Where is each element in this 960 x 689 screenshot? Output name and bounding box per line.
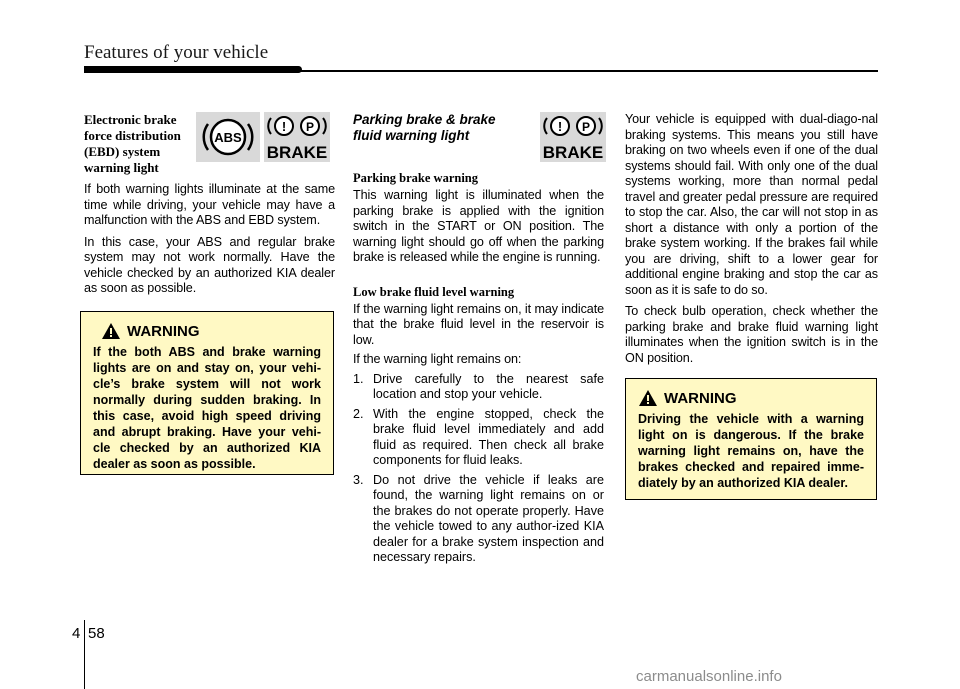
list-item: 1. Drive carefully to the nearest safe location and stop your vehicle. bbox=[353, 371, 604, 401]
ebd-paragraph-2: In this case, your ABS and regular brake system may not work normally. Have the vehicle checked by an authorized KIA dealer as soon as possible. bbox=[84, 234, 335, 295]
warning-triangle-icon bbox=[638, 389, 658, 407]
svg-text:P: P bbox=[305, 120, 315, 134]
brake-warning-icon bbox=[264, 112, 330, 162]
header-rule-thick bbox=[84, 66, 302, 73]
svg-text:P: P bbox=[581, 120, 591, 134]
ebd-heading: Electronic brake force distribution (EBD) system warning light bbox=[84, 112, 181, 175]
warning-box-abs bbox=[80, 311, 334, 475]
svg-text:BRAKE: BRAKE bbox=[266, 143, 328, 162]
column-parking-brake bbox=[353, 112, 604, 566]
bulb-check-paragraph: To check bulb operation, check whether the parking brake and brake fluid warning light illuminates when the ignition switch is in the ON position. bbox=[625, 304, 878, 365]
header-rule-thin bbox=[300, 70, 878, 72]
warning-text-brake: Driving the vehicle with a warning light on is dangerous. If the brake warning light remains on, have the brakes checked and repaired imme-diately by an authorized KIA dealer. bbox=[638, 412, 864, 490]
dual-braking-paragraph: Your vehicle is equipped with dual-diago-nal braking systems. This means you still have braking on two wheels even if one of the dual systems should fail. With only one of the dual systems working, more than normal pedal travel and greater pedal pressure are required to stop the car. Also, the car will not stop in as short a distance with only a portion of the brake system working. If the brakes fail while you are driving, shift to a lower gear for additional engine braking and stop the car as soon as it is safe to do so. bbox=[625, 112, 878, 297]
warning-text-abs: If the both ABS and brake warning lights are on and stay on, your vehi-cle’s brake system will not work normally during sudden braking. In this case, avoid high speed driving and abrupt braking. Have your vehi-cle checked by an authorized KIA dealer as soon as possible. bbox=[93, 345, 321, 471]
warning-remains-paragraph: If the warning light remains on: bbox=[353, 352, 522, 366]
list-item: 2. With the engine stopped, check the brake fluid level immediately and add fluid as required. Then check all brake components for fluid leaks. bbox=[353, 406, 604, 467]
low-fluid-subheading: Low brake fluid level warning bbox=[353, 284, 515, 299]
parking-brake-warning-subheading: Parking brake warning bbox=[353, 171, 479, 185]
chapter-number: 4 bbox=[72, 625, 81, 642]
page-header-title: Features of your vehicle bbox=[84, 42, 269, 63]
watermark: carmanualsonline.info bbox=[636, 668, 782, 685]
parking-brake-paragraph: This warning light is illuminated when the parking brake is applied with the ignition switch in the START or ON position. The warning light should go off when the parking brake is released while the engine is running. bbox=[353, 188, 604, 264]
warning-title: WARNING bbox=[101, 322, 321, 340]
svg-text:!: ! bbox=[557, 119, 563, 134]
parking-brake-icon-wrap bbox=[540, 112, 606, 169]
page-number: 58 bbox=[88, 625, 105, 642]
abs-brake-icons bbox=[196, 112, 330, 169]
footer-divider bbox=[84, 620, 85, 689]
ebd-paragraph-1: If both warning lights illuminate at the same time while driving, your vehicle may have a malfunction with the ABS and EBD system. bbox=[84, 182, 335, 227]
column-dual-braking bbox=[625, 112, 878, 366]
warning-box-brake bbox=[625, 378, 877, 500]
svg-text:ABS: ABS bbox=[214, 130, 242, 145]
warning-title: WARNING bbox=[638, 389, 864, 407]
list-item: 3. Do not drive the vehicle if leaks are found, the warning light remains on or the brakes do not operate properly. Have the vehicle towed to any author-ized KIA dealer for a brake system inspection and necessary repairs. bbox=[353, 472, 604, 564]
low-fluid-paragraph: If the warning light remains on, it may indicate that the brake fluid level in the reservoir is low. bbox=[353, 301, 604, 347]
warning-triangle-icon bbox=[101, 322, 121, 340]
svg-text:BRAKE: BRAKE bbox=[542, 143, 604, 162]
svg-text:!: ! bbox=[281, 119, 287, 134]
brake-warning-icon bbox=[540, 112, 606, 162]
abs-warning-icon bbox=[196, 112, 260, 162]
parking-brake-heading: Parking brake & brake fluid warning light bbox=[353, 112, 496, 143]
